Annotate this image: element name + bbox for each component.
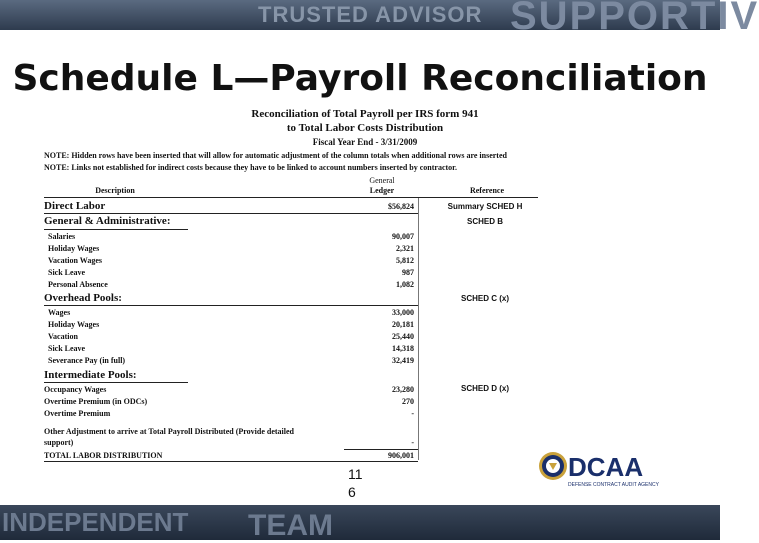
general-admin-ref: SCHED B bbox=[466, 217, 503, 226]
direct-labor-value: $56,824 bbox=[388, 202, 414, 211]
top-banner bbox=[0, 0, 759, 38]
banner-bottom-text: INDEPENDENT bbox=[2, 507, 189, 537]
page-number bbox=[348, 465, 363, 501]
total-label: TOTAL LABOR DISTRIBUTION bbox=[44, 451, 163, 460]
overhead-row-label: Severance Pay (in full) bbox=[48, 356, 126, 365]
column-ledger-line-2: Ledger bbox=[369, 186, 395, 195]
intermediate-row-label: Overtime Premium bbox=[44, 409, 111, 418]
overhead-row-label: Holiday Wages bbox=[48, 320, 100, 329]
column-description: Description bbox=[95, 186, 135, 195]
ga-row-value: 5,812 bbox=[396, 256, 414, 265]
ga-row-label: Vacation Wages bbox=[48, 256, 103, 265]
direct-labor-label: Direct Labor bbox=[44, 200, 106, 212]
intermediate-label: Intermediate Pools: bbox=[44, 369, 137, 381]
banner-top-text-2: SUPPORTIV bbox=[510, 0, 759, 38]
fiscal-year: Fiscal Year End - 3/31/2009 bbox=[312, 137, 418, 147]
ga-row-label: Salaries bbox=[48, 232, 76, 241]
overhead-label: Overhead Pools: bbox=[44, 292, 122, 304]
page-number-line-1: 11 bbox=[348, 466, 363, 482]
section-rule bbox=[44, 305, 418, 306]
intermediate-row-value: - bbox=[411, 409, 414, 418]
ga-row-value: 1,082 bbox=[396, 280, 414, 289]
dcaa-logo bbox=[538, 450, 676, 490]
overhead-row-value: 33,000 bbox=[392, 308, 414, 317]
intermediate-ref: SCHED D (x) bbox=[460, 384, 509, 393]
note-links: NOTE: Links not established for indirect costs because they have to be linked to account numbers inserted by contractor. bbox=[44, 163, 457, 172]
header-rule bbox=[44, 197, 538, 198]
ga-row-value: 987 bbox=[402, 268, 414, 277]
overhead-row-value: 20,181 bbox=[392, 320, 414, 329]
overhead-row-label: Vacation bbox=[48, 332, 78, 341]
overhead-row-value: 14,318 bbox=[392, 344, 414, 353]
intermediate-row-label: Overtime Premium (in ODCs) bbox=[44, 397, 148, 406]
other-adjustment-label-2: support) bbox=[44, 438, 74, 447]
banner-top-text: TRUSTED ADVISOR bbox=[258, 2, 483, 27]
overhead-row-value: 32,419 bbox=[392, 356, 414, 365]
intermediate-row-label: Occupancy Wages bbox=[44, 385, 107, 394]
intermediate-row-value: 23,280 bbox=[392, 385, 414, 394]
other-adjustment-label-1: Other Adjustment to arrive at Total Payroll Distributed (Provide detailed bbox=[44, 427, 294, 436]
direct-labor-ref: Summary SCHED H bbox=[447, 202, 523, 211]
row-rule bbox=[44, 213, 418, 214]
other-adjustment-value: - bbox=[411, 438, 414, 447]
note-hidden-rows: NOTE: Hidden rows have been inserted that will allow for automatic adjustment of the column totals when additional rows are inserted bbox=[44, 151, 507, 160]
total-underline bbox=[44, 461, 418, 462]
page-number-line-2: 6 bbox=[348, 484, 356, 500]
overhead-row-value: 25,440 bbox=[392, 332, 414, 341]
ga-row-value: 2,321 bbox=[396, 244, 414, 253]
overhead-row-label: Wages bbox=[48, 308, 71, 317]
ledger-column-rule bbox=[418, 198, 419, 460]
total-rule bbox=[344, 449, 418, 450]
section-rule bbox=[44, 382, 188, 383]
bottom-banner bbox=[0, 505, 720, 540]
column-ledger-line-1: General bbox=[369, 176, 395, 185]
slide-title: Schedule L—Payroll Reconciliation bbox=[12, 58, 708, 99]
column-reference: Reference bbox=[469, 186, 505, 195]
logo-text: DCAA bbox=[568, 452, 644, 482]
ga-row-label: Sick Leave bbox=[48, 268, 86, 277]
ga-row-label: Personal Absence bbox=[48, 280, 108, 289]
ga-row-value: 90,007 bbox=[392, 232, 414, 241]
doc-title-line-1: Reconciliation of Total Payroll per IRS form 941 bbox=[251, 108, 479, 120]
dcaa-seal-icon bbox=[538, 450, 676, 490]
banner-bottom-text-2: TEAM bbox=[248, 509, 333, 542]
overhead-row-label: Sick Leave bbox=[48, 344, 86, 353]
ga-row-label: Holiday Wages bbox=[48, 244, 100, 253]
general-admin-label: General & Administrative: bbox=[44, 215, 171, 227]
overhead-ref: SCHED C (x) bbox=[460, 294, 509, 303]
intermediate-row-value: 270 bbox=[402, 397, 414, 406]
doc-title-line-2: to Total Labor Costs Distribution bbox=[286, 122, 444, 134]
logo-subtext: DEFENSE CONTRACT AUDIT AGENCY bbox=[568, 482, 659, 488]
section-rule bbox=[44, 229, 188, 230]
total-value: 906,001 bbox=[388, 451, 414, 460]
